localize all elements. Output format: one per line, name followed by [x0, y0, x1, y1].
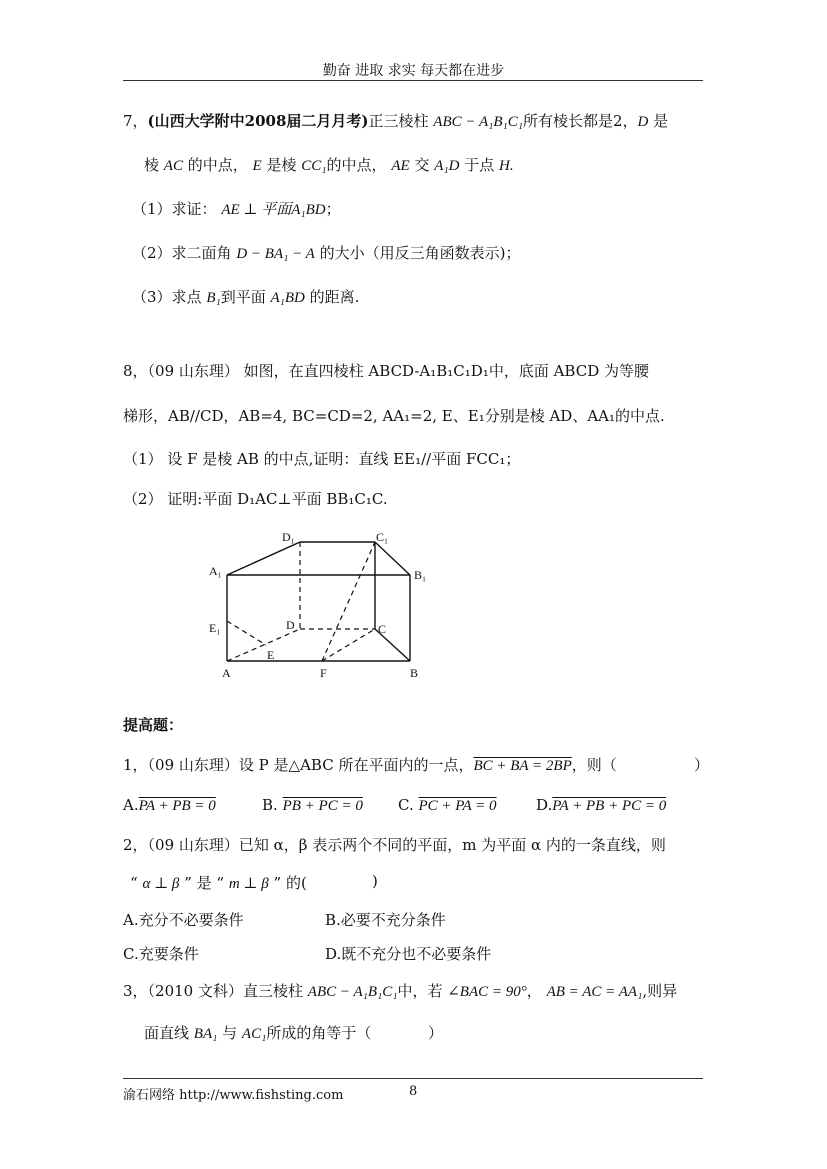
edge-f-c1 — [322, 542, 375, 661]
q7-number: 7， — [123, 112, 148, 130]
label-b1: B₁ — [414, 568, 427, 582]
q7-source: (山西大学附中2008届二月月考) — [147, 112, 369, 130]
t1-option-letter: A. — [123, 796, 139, 814]
label-a: A — [222, 666, 231, 680]
t3-math: ABC − A₁B₁C₁ — [307, 984, 398, 1000]
page-number: 8 — [409, 1084, 418, 1099]
t3-math: BA₁ — [193, 1026, 218, 1042]
t1-option-math: PA + PB = 0 — [138, 798, 216, 814]
t2-line-1: 2，（09 山东理）已知 α，β 表示两个不同的平面，m 为平面 α 内的一条直线，则 — [123, 836, 666, 854]
t1-option-math: PA + PB + PC = 0 — [552, 798, 667, 814]
edge-a1-d1 — [227, 542, 300, 575]
q7-part-text: （2）求二面角 — [132, 244, 232, 262]
t1-option-letter: C. — [398, 796, 414, 814]
q7-part-text: 到平面 — [220, 288, 266, 306]
q7-point-e: E — [252, 158, 262, 174]
q7-text: 所有棱长都是2， — [522, 112, 638, 130]
t1-text: 1，（09 山东理）设 P 是△ABC 所在平面内的一点， — [123, 756, 474, 774]
q7-text: 的中点， — [187, 156, 248, 174]
label-f: F — [320, 666, 327, 680]
q8-part-1: （1） 设 F 是棱 AB 的中点,证明：直线 EE₁//平面 FCC₁； — [123, 450, 521, 468]
header-rule — [123, 80, 703, 81]
q7-point-d: D — [637, 114, 649, 130]
q7-point-h: H. — [499, 158, 514, 174]
t2-option-c: C.充要条件 — [123, 945, 199, 963]
q7-part-2 — [132, 242, 520, 263]
t2-text: ” 是 “ — [184, 874, 225, 892]
q7-text: 于点 — [464, 156, 495, 174]
t3-text: ,则异 — [642, 982, 678, 1000]
q7-part-1 — [132, 198, 341, 219]
q8-part-2: （2） 证明:平面 D₁AC⊥平面 BB₁C₁C. — [123, 490, 388, 508]
q7-part-3 — [132, 286, 359, 307]
t3-text: 3，（2010 文科）直三棱柱 — [123, 982, 303, 1000]
t3-math: ∠BAC = 90° — [447, 984, 527, 1000]
label-d: D — [286, 618, 295, 632]
q8-line-2: 梯形，AB//CD，AB=4, BC=CD=2, AA₁=2, E、E₁分别是棱 AD、AA₁的中点. — [123, 407, 665, 425]
q7-text: 交 — [414, 156, 430, 174]
q7-part-math: AE ⊥ 平面A₁BD — [221, 202, 326, 218]
t3-text: 中，若 — [397, 982, 443, 1000]
label-d1: D₁ — [282, 530, 295, 544]
t3-text: 面直线 — [144, 1024, 190, 1042]
t3-text: ， — [526, 982, 542, 1000]
t3-line-1 — [123, 980, 677, 1001]
page-header: 勤奋 进取 求实 每天都在进步 — [322, 63, 505, 79]
edge-a-d — [227, 629, 300, 661]
t3-paren-close: ） — [428, 1024, 444, 1042]
t1-text: ，则（ — [571, 756, 617, 774]
t3-line-2 — [144, 1022, 371, 1043]
edge-e1-e — [227, 621, 266, 645]
t1-option-math: PC + PA = 0 — [418, 798, 497, 814]
label-a1: A₁ — [209, 564, 222, 578]
q7-part-math: B₁ — [206, 290, 221, 306]
t2-text: ” 的( — [273, 874, 307, 892]
q7-text: 是棱 — [266, 156, 297, 174]
q7-line-1 — [123, 110, 668, 131]
footer-site: 渝石网络 http://www.fishsting.com — [123, 1088, 344, 1103]
t1-option-b — [262, 796, 363, 815]
t2-line-2 — [130, 872, 307, 893]
t1-line-1 — [123, 754, 617, 775]
q7-part-text: ； — [325, 200, 341, 218]
label-e1: E₁ — [209, 621, 221, 635]
t2-math: m ⊥ β — [228, 876, 269, 892]
q7-cc1: CC₁ — [301, 158, 327, 174]
t1-option-d — [536, 796, 666, 815]
q7-text: 棱 — [144, 156, 160, 174]
q7-ae: AE — [391, 158, 410, 174]
t1-paren-close: ） — [694, 756, 710, 774]
t1-option-a — [123, 796, 216, 815]
t1-option-letter: D. — [536, 796, 553, 814]
label-e: E — [267, 648, 275, 662]
q7-ac: AC — [163, 158, 183, 174]
q7-part-text: 的大小（用反三角函数表示)； — [319, 244, 521, 262]
t2-option-a: A.充分不必要条件 — [123, 911, 244, 929]
q7-a1d: A₁D — [434, 158, 460, 174]
q7-text: 正三棱柱 — [368, 112, 429, 130]
q7-part-math: A₁BD — [270, 290, 305, 306]
t2-paren-close: ) — [372, 872, 378, 890]
q7-part-text: （1）求证： — [132, 200, 217, 218]
t2-option-d: D.既不充分也不必要条件 — [325, 945, 492, 963]
q7-text: 是 — [653, 112, 669, 130]
q7-part-text: 的距离. — [309, 288, 360, 306]
t1-vector-eq: BC + BA = 2BP — [473, 758, 572, 774]
edge-c1-b1 — [375, 542, 410, 575]
label-c1: C₁ — [376, 530, 389, 544]
q7-text: 的中点， — [326, 156, 387, 174]
t1-option-math: PB + PC = 0 — [282, 798, 363, 814]
t1-option-letter: B. — [262, 796, 278, 814]
q7-part-text: （3）求点 — [132, 288, 202, 306]
t3-text: 所成的角等于（ — [266, 1024, 372, 1042]
prism-figure — [200, 525, 440, 685]
q8-line-1: 8，（09 山东理） 如图，在直四棱柱 ABCD-A₁B₁C₁D₁中，底面 ABCD 为等腰 — [123, 362, 650, 380]
label-b: B — [410, 666, 419, 680]
t2-text: “ — [130, 874, 138, 892]
t1-option-c — [398, 796, 497, 815]
footer-rule — [123, 1078, 703, 1079]
label-c: C — [378, 622, 387, 636]
t3-text: 与 — [222, 1024, 238, 1042]
t3-math: AC₁ — [241, 1026, 267, 1042]
t2-math: α ⊥ β — [142, 876, 180, 892]
q7-part-math: D − BA₁ − A — [236, 246, 315, 262]
edge-f-c — [322, 629, 375, 661]
t3-math: AB = AC = AA₁ — [546, 984, 643, 1000]
t2-option-b: B.必要不充分条件 — [325, 911, 446, 929]
q7-line-2 — [144, 154, 514, 175]
q7-prism: ABC − A₁B₁C₁ — [433, 114, 523, 130]
section-title: 提高题： — [123, 716, 184, 734]
